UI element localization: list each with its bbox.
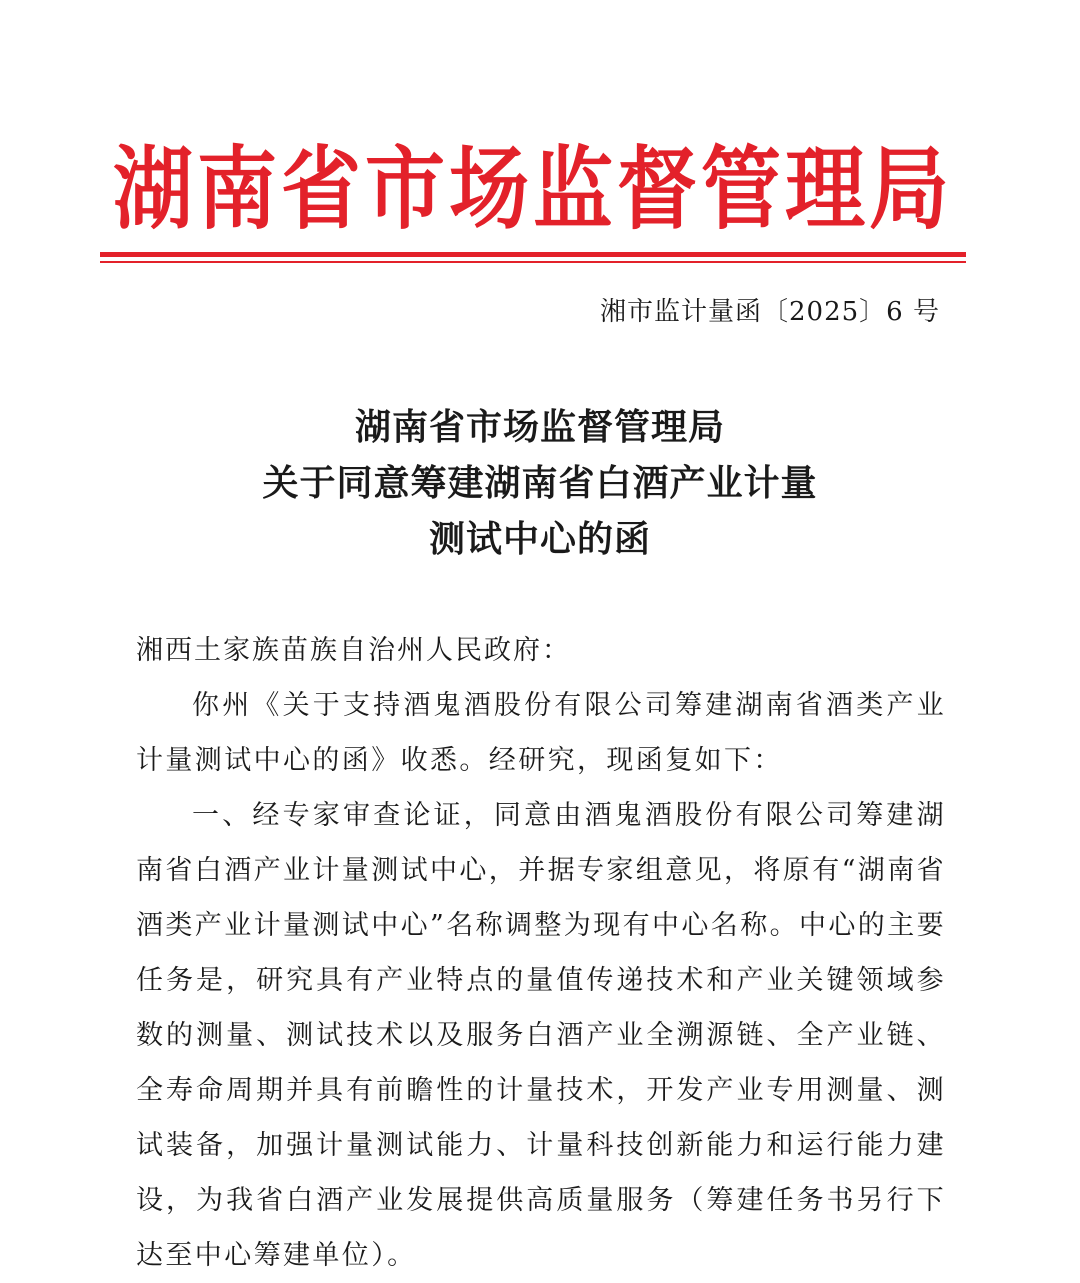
addressee: 湘西土家族苗族自治州人民政府： <box>136 635 571 666</box>
masthead-org-name: 湖南省市场监督管理局 <box>113 137 953 242</box>
masthead-red-rule <box>100 252 966 257</box>
title-line-2: 关于同意筹建湖南省白酒产业计量 <box>262 463 818 504</box>
body-paragraph-2: 一、经专家审查论证，同意由酒鬼酒股份有限公司筹建湖南省白酒产业计量测试中心，并据专家组意见，将原有“湖南省酒类产业计量测试中心”名称调整为现有中心名称。中心的主要任务是，研究具有产业特点的量值传递技术和产业关键领域参数的测量、测试技术以及服务白酒产业全溯源链、全产业链、全寿命周期并具有前瞻性的计量技术，开发产业专用测量、测试装备，加强计量测试能力、计量科技创新能力和运行能力建设，为我省白酒产业发展提供高质量服务（筹建任务书另行下达至中心筹建单位）。 <box>136 800 947 1271</box>
body-paragraph-1: 你州《关于支持酒鬼酒股份有限公司筹建湖南省酒类产业计量测试中心的函》收悉。经研究，现函复如下： <box>136 690 946 776</box>
document-number: 湘市监计量函〔2025〕6 号 <box>600 297 940 327</box>
title-line-1: 湖南省市场监督管理局 <box>354 407 725 448</box>
title-line-3: 测试中心的函 <box>428 519 651 560</box>
masthead-red-rule-thin <box>100 261 966 263</box>
document-title <box>0 400 1080 568</box>
